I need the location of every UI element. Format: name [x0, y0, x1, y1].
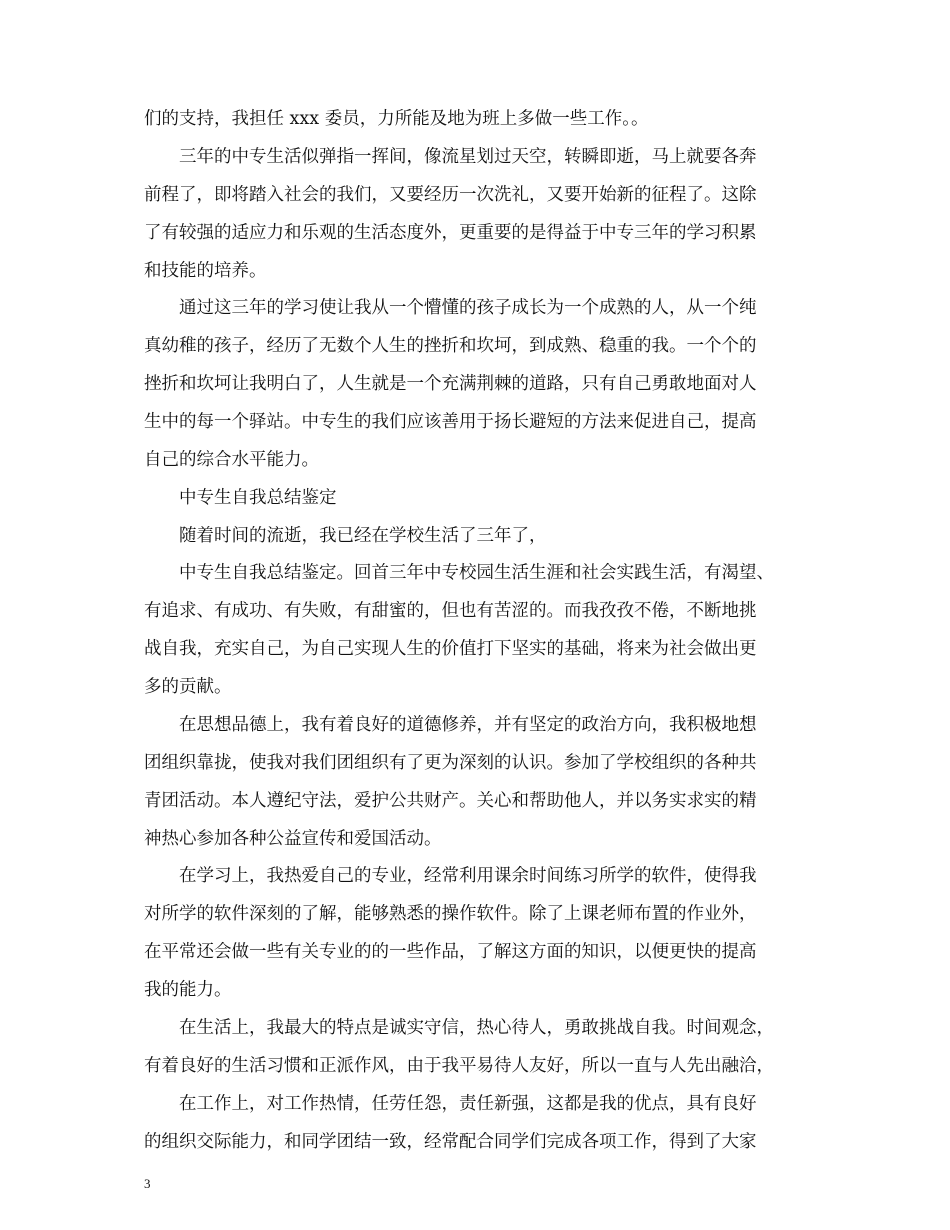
text-line: 青团活动。本人遵纪守法，爱护公共财产。关心和帮助他人，并以务实求实的精 [144, 791, 757, 811]
text-line: 在生活上，我最大的特点是诚实守信，热心待人，勇敢挑战自我。时间观念， [179, 1018, 774, 1038]
text-line: 有着良好的生活习惯和正派作风，由于我平易待人友好，所以一直与人先出融洽， [144, 1056, 774, 1076]
text-line: 的组织交际能力，和同学团结一致，经常配合同学们完成各项工作，得到了大家 [144, 1132, 757, 1152]
text-line: 对所学的软件深刻的了解，能够熟悉的操作软件。除了上课老师布置的作业外， [144, 904, 757, 924]
text-line: 真幼稚的孩子，经历了无数个人生的挫折和坎坷，到成熟、稳重的我。一个个的 [144, 336, 757, 356]
text-line: 神热心参加各种公益宣传和爱国活动。 [144, 829, 442, 849]
text-line: 通过这三年的学习使让我从一个懵懂的孩子成长为一个成熟的人，从一个纯 [179, 298, 757, 318]
text-line: 中专生自我总结鉴定 [179, 488, 337, 508]
text-line: 中专生自我总结鉴定。回首三年中专校园生活生涯和社会实践生活，有渴望、 [179, 563, 774, 583]
text-line: 们的支持，我担任 xxx 委员，力所能及地为班上多做一些工作。。 [144, 109, 649, 129]
text-line: 挫折和坎坷让我明白了，人生就是一个充满荆棘的道路，只有自己勇敢地面对人 [144, 374, 757, 394]
text-line: 自己的综合水平能力。 [144, 450, 319, 470]
text-line: 战自我，充实自己，为自己实现人生的价值打下坚实的基础，将来为社会做出更 [144, 639, 757, 659]
text-line: 生中的每一个驿站。中专生的我们应该善用于扬长避短的方法来促进自己，提高 [144, 412, 757, 432]
text-line: 多的贡献。 [144, 677, 232, 697]
text-line: 团组织靠拢，使我对我们团组织有了更为深刻的认识。参加了学校组织的各种共 [144, 753, 757, 773]
text-line: 了有较强的适应力和乐观的生活态度外，更重要的是得益于中专三年的学习积累 [144, 223, 757, 243]
text-line: 在学习上，我热爱自己的专业，经常利用课余时间练习所学的软件，使得我 [179, 866, 757, 886]
text-line: 在工作上，对工作热情，任劳任怨，责任新强，这都是我的优点，具有良好 [179, 1094, 757, 1114]
text-line: 我的能力。 [144, 980, 232, 1000]
text-line: 随着时间的流逝，我已经在学校生活了三年了， [179, 526, 547, 546]
page-number: 3 [144, 1176, 151, 1191]
text-line: 在平常还会做一些有关专业的的一些作品，了解这方面的知识，以便更快的提高 [144, 942, 757, 962]
text-line: 和技能的培养。 [144, 261, 267, 281]
text-line: 有追求、有成功、有失败，有甜蜜的，但也有苦涩的。而我孜孜不倦，不断地挑 [144, 601, 757, 621]
text-line: 前程了，即将踏入社会的我们，又要经历一次洗礼，又要开始新的征程了。这除 [144, 185, 757, 205]
text-line: 在思想品德上，我有着良好的道德修养，并有坚定的政治方向，我积极地想 [179, 715, 757, 735]
text-line: 三年的中专生活似弹指一挥间，像流星划过天空，转瞬即逝，马上就要各奔 [179, 147, 757, 167]
